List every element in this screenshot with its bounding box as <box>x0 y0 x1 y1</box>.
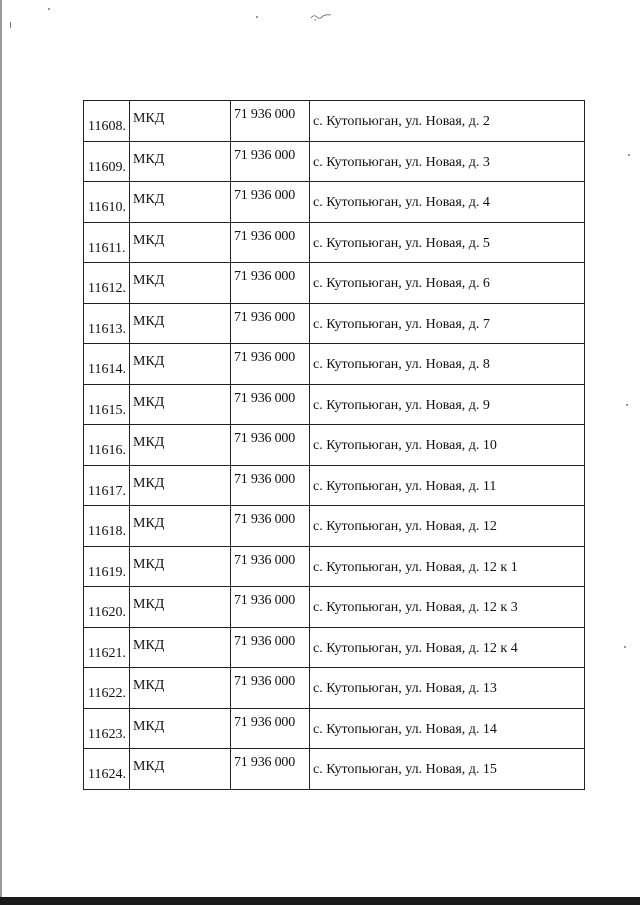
table-row <box>84 465 585 506</box>
row-number: 11616. <box>88 443 126 458</box>
row-number: 11621. <box>88 645 126 661</box>
address-cell <box>310 384 585 425</box>
oktmo-code: 71 936 000 <box>234 471 296 487</box>
object-type-cell <box>130 101 231 142</box>
address: с. Кутопьюган, ул. Новая, д. 15 <box>313 762 497 777</box>
object-type-cell <box>130 749 231 790</box>
scan-speck <box>628 154 630 156</box>
object-type-cell <box>130 425 231 466</box>
address-cell <box>310 465 585 506</box>
object-type: МКД <box>133 273 165 288</box>
row-number: 11610. <box>88 200 126 215</box>
oktmo-code-cell <box>231 506 310 547</box>
scan-bottom-edge <box>0 897 640 905</box>
object-type: МКД <box>133 516 165 531</box>
object-type: МКД <box>133 637 165 653</box>
row-number-cell <box>84 344 130 385</box>
object-type: МКД <box>133 232 165 248</box>
oktmo-code: 71 936 000 <box>234 107 296 122</box>
table-row <box>84 749 585 790</box>
row-number-cell <box>84 384 130 425</box>
table-row <box>84 627 585 668</box>
object-type-cell <box>130 546 231 587</box>
row-number: 11622. <box>88 686 126 701</box>
oktmo-code-cell <box>231 668 310 709</box>
oktmo-code: 71 936 000 <box>234 512 296 527</box>
object-type: МКД <box>133 354 165 369</box>
scan-mark-icon <box>310 12 332 22</box>
object-type-cell <box>130 344 231 385</box>
address: с. Кутопьюган, ул. Новая, д. 3 <box>313 154 490 170</box>
address-cell <box>310 668 585 709</box>
object-type: МКД <box>133 111 165 126</box>
object-type: МКД <box>133 313 165 329</box>
row-number-cell <box>84 587 130 628</box>
row-number-cell <box>84 749 130 790</box>
oktmo-code: 71 936 000 <box>234 350 296 365</box>
registry-table-body <box>84 101 585 790</box>
address-cell <box>310 101 585 142</box>
object-type-cell <box>130 587 231 628</box>
oktmo-code-cell <box>231 182 310 223</box>
registry-table <box>83 100 585 790</box>
address-cell <box>310 627 585 668</box>
table-row <box>84 546 585 587</box>
row-number-cell <box>84 465 130 506</box>
address-cell <box>310 425 585 466</box>
table-row <box>84 222 585 263</box>
oktmo-code-cell <box>231 465 310 506</box>
address: с. Кутопьюган, ул. Новая, д. 5 <box>313 235 490 251</box>
object-type-cell <box>130 222 231 263</box>
address-cell <box>310 141 585 182</box>
scan-speck <box>10 22 11 28</box>
address: с. Кутопьюган, ул. Новая, д. 12 к 4 <box>313 640 518 656</box>
object-type: МКД <box>133 475 165 491</box>
table-row <box>84 425 585 466</box>
oktmo-code: 71 936 000 <box>234 390 296 406</box>
oktmo-code: 71 936 000 <box>234 593 296 608</box>
object-type-cell <box>130 627 231 668</box>
row-number-cell <box>84 425 130 466</box>
row-number-cell <box>84 546 130 587</box>
oktmo-code-cell <box>231 101 310 142</box>
row-number: 11618. <box>88 524 126 539</box>
address-cell <box>310 263 585 304</box>
object-type-cell <box>130 141 231 182</box>
table-row <box>84 344 585 385</box>
address-cell <box>310 222 585 263</box>
address-cell <box>310 182 585 223</box>
address-cell <box>310 506 585 547</box>
object-type-cell <box>130 263 231 304</box>
oktmo-code: 71 936 000 <box>234 188 296 203</box>
row-number-cell <box>84 222 130 263</box>
object-type-cell <box>130 303 231 344</box>
address-cell <box>310 344 585 385</box>
address: с. Кутопьюган, ул. Новая, д. 7 <box>313 316 490 332</box>
object-type: МКД <box>133 759 165 774</box>
object-type: МКД <box>133 151 165 167</box>
row-number: 11614. <box>88 362 126 377</box>
oktmo-code: 71 936 000 <box>234 755 296 770</box>
table-row <box>84 668 585 709</box>
object-type: МКД <box>133 435 165 450</box>
object-type: МКД <box>133 678 165 693</box>
scan-speck <box>624 646 626 648</box>
row-number-cell <box>84 506 130 547</box>
row-number: 11620. <box>88 605 126 620</box>
row-number-cell <box>84 182 130 223</box>
scan-speck <box>626 404 628 406</box>
object-type: МКД <box>133 718 165 734</box>
oktmo-code-cell <box>231 587 310 628</box>
row-number: 11617. <box>88 483 126 499</box>
oktmo-code: 71 936 000 <box>234 431 296 446</box>
row-number: 11611. <box>88 240 126 256</box>
oktmo-code-cell <box>231 263 310 304</box>
address-cell <box>310 708 585 749</box>
row-number: 11623. <box>88 726 126 742</box>
object-type: МКД <box>133 192 165 207</box>
row-number: 11624. <box>88 767 126 782</box>
address: с. Кутопьюган, ул. Новая, д. 9 <box>313 397 490 413</box>
address-cell <box>310 749 585 790</box>
address: с. Кутопьюган, ул. Новая, д. 13 <box>313 681 497 696</box>
table-row <box>84 263 585 304</box>
table-row <box>84 141 585 182</box>
row-number-cell <box>84 303 130 344</box>
oktmo-code: 71 936 000 <box>234 147 296 163</box>
oktmo-code-cell <box>231 303 310 344</box>
table-row <box>84 708 585 749</box>
object-type-cell <box>130 465 231 506</box>
oktmo-code-cell <box>231 222 310 263</box>
address: с. Кутопьюган, ул. Новая, д. 2 <box>313 114 490 129</box>
oktmo-code-cell <box>231 627 310 668</box>
row-number: 11608. <box>88 119 126 134</box>
row-number: 11615. <box>88 402 126 418</box>
table-row <box>84 182 585 223</box>
scan-speck <box>48 8 50 10</box>
row-number-cell <box>84 263 130 304</box>
oktmo-code: 71 936 000 <box>234 269 296 284</box>
oktmo-code-cell <box>231 749 310 790</box>
oktmo-code: 71 936 000 <box>234 714 296 730</box>
address: с. Кутопьюган, ул. Новая, д. 11 <box>313 478 497 494</box>
scan-speck <box>256 16 258 18</box>
address-cell <box>310 587 585 628</box>
oktmo-code: 71 936 000 <box>234 228 296 244</box>
oktmo-code-cell <box>231 708 310 749</box>
address: с. Кутопьюган, ул. Новая, д. 10 <box>313 438 497 453</box>
address: с. Кутопьюган, ул. Новая, д. 12 к 1 <box>313 559 518 575</box>
object-type-cell <box>130 708 231 749</box>
object-type-cell <box>130 384 231 425</box>
oktmo-code-cell <box>231 344 310 385</box>
row-number: 11613. <box>88 321 126 337</box>
row-number-cell <box>84 141 130 182</box>
table-row <box>84 384 585 425</box>
address: с. Кутопьюган, ул. Новая, д. 4 <box>313 195 490 210</box>
object-type: МКД <box>133 556 165 572</box>
address: с. Кутопьюган, ул. Новая, д. 12 <box>313 519 497 534</box>
row-number: 11609. <box>88 159 126 175</box>
object-type-cell <box>130 506 231 547</box>
object-type-cell <box>130 182 231 223</box>
row-number: 11619. <box>88 564 126 580</box>
row-number-cell <box>84 101 130 142</box>
row-number-cell <box>84 708 130 749</box>
scan-left-edge <box>0 0 2 905</box>
address-cell <box>310 546 585 587</box>
oktmo-code: 71 936 000 <box>234 633 296 649</box>
address-cell <box>310 303 585 344</box>
oktmo-code: 71 936 000 <box>234 552 296 568</box>
object-type: МКД <box>133 597 165 612</box>
address: с. Кутопьюган, ул. Новая, д. 14 <box>313 721 497 737</box>
address: с. Кутопьюган, ул. Новая, д. 12 к 3 <box>313 600 518 615</box>
object-type: МКД <box>133 394 165 410</box>
oktmo-code-cell <box>231 546 310 587</box>
table-row <box>84 101 585 142</box>
row-number-cell <box>84 627 130 668</box>
table-row <box>84 506 585 547</box>
oktmo-code-cell <box>231 384 310 425</box>
table-row <box>84 303 585 344</box>
oktmo-code: 71 936 000 <box>234 309 296 325</box>
table-row <box>84 587 585 628</box>
row-number: 11612. <box>88 281 126 296</box>
oktmo-code: 71 936 000 <box>234 674 296 689</box>
address: с. Кутопьюган, ул. Новая, д. 6 <box>313 276 490 291</box>
address: с. Кутопьюган, ул. Новая, д. 8 <box>313 357 490 372</box>
row-number-cell <box>84 668 130 709</box>
oktmo-code-cell <box>231 425 310 466</box>
oktmo-code-cell <box>231 141 310 182</box>
object-type-cell <box>130 668 231 709</box>
